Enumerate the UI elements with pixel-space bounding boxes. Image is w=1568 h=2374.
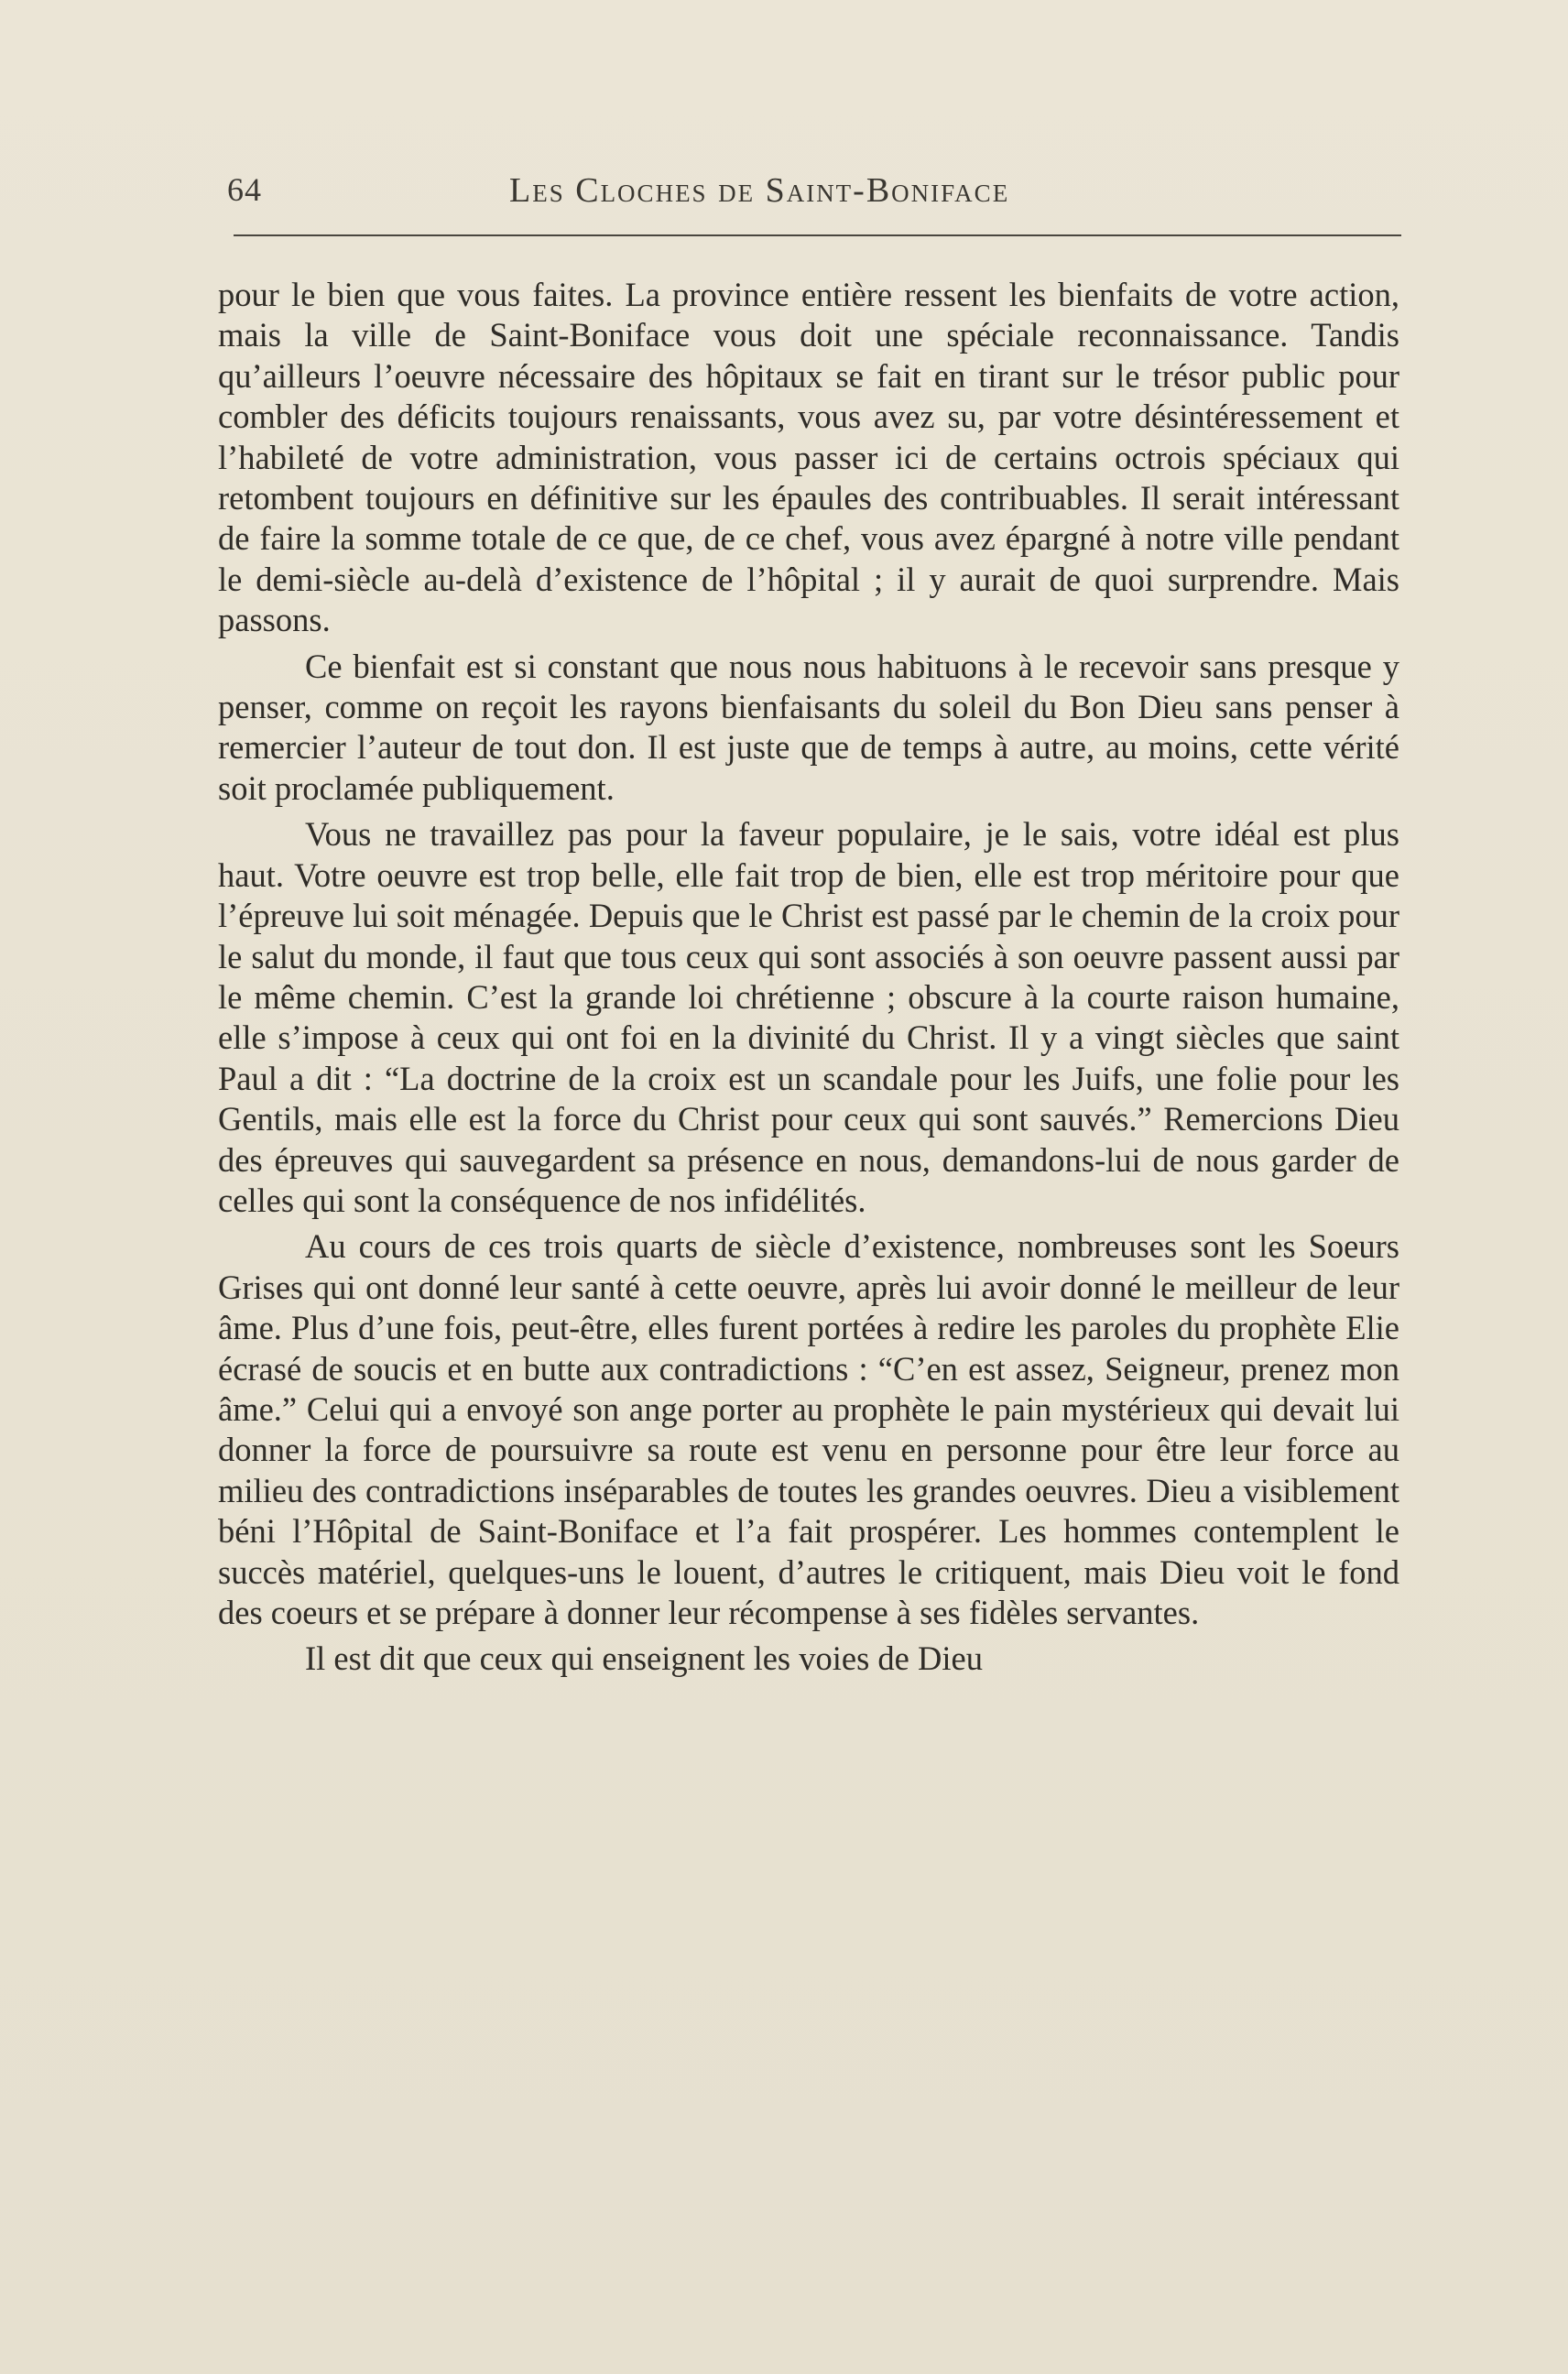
paragraph-2: Ce bienfait est si constant que nous nous habituons à le recevoir sans presque y penser, comme on reçoit les rayons bienfaisants du soleil du Bon Dieu sans penser à remercier l’auteur de tout don. Il est juste que de temps à autre, au moins, cette vérité soit proclamée publiquement. <box>218 647 1399 807</box>
running-title: Les Cloches de Saint-Boniface <box>509 171 1010 210</box>
paragraph-4: Au cours de ces trois quarts de siècle d’existence, nombreuses sont les Soeurs Grises qui ont donné leur santé à cette oeuvre, après lui avoir donné le meilleur de leur âme. Plus d’une fois, peut-être, elles furent portées à redire les paroles du prophète Elie écrasé de soucis et en butte aux contradictions : “C’en est assez, Seigneur, prenez mon âme.” Celui qui a envoyé son ange porter au prophète le pain mystérieux qui devait lui donner la force de poursuivre sa route est venu en personne pour être leur force au milieu des contradictions inséparables de toutes les grandes oeuvres. Dieu a visiblement béni l’Hôpital de Saint-Boniface et l’a fait prospérer. Les hommes contemplent le succès matériel, quelques-uns le louent, d’autres le critiquent, mais Dieu voit le fond des coeurs et se prépare à donner leur récompense à ses fidèles servantes. <box>218 1227 1399 1631</box>
page-number: 64 <box>227 171 262 208</box>
paragraph-1: pour le bien que vous faites. La province entière ressent les bienfaits de votre action, mais la ville de Saint-Boniface vous doit une spéciale reconnaissance. Tandis qu’ailleurs l’oeuvre nécessaire des hôpitaux se fait en tirant sur le trésor public pour combler des déficits toujours renaissants, vous avez su, par votre désintéressement et l’habileté de votre administration, vous passer ici de certains octrois spéciaux qui retombent toujours en définitive sur les épaules des contribuables. Il serait intéressant de faire la somme totale de ce que, de ce chef, vous avez épargné à notre ville pendant le demi-siècle au-delà d’existence de l’hôpital ; il y aurait de quoi surprendre. Mais passons. <box>218 276 1399 639</box>
page-header <box>218 161 1399 216</box>
paragraph-5: Il est dit que ceux qui enseignent les voies de Dieu <box>305 1639 983 1678</box>
header-rule <box>234 234 1401 236</box>
paragraph-3: Vous ne travaillez pas pour la faveur populaire, je le sais, votre idéal est plus haut. Votre oeuvre est trop belle, elle fait trop de bien, elle est trop méritoire pour que l’épreuve lui soit ménagée. Depuis que le Christ est passé par le chemin de la croix pour le salut du monde, il faut que tous ceux qui sont associés à son oeuvre passent aussi par le même chemin. C’est la grande loi chrétienne ; obscure à la courte raison humaine, elle s’impose à ceux qui ont foi en la divinité du Christ. Il y a vingt siècles que saint Paul a dit : “La doctrine de la croix est un scandale pour les Juifs, une folie pour les Gentils, mais elle est la force du Christ pour ceux qui sont sauvés.” Remercions Dieu des épreuves qui sauvegardent sa présence en nous, demandons-lui de nous garder de celles qui sont la conséquence de nos infidélités. <box>218 815 1399 1219</box>
body-text <box>218 275 1399 1685</box>
